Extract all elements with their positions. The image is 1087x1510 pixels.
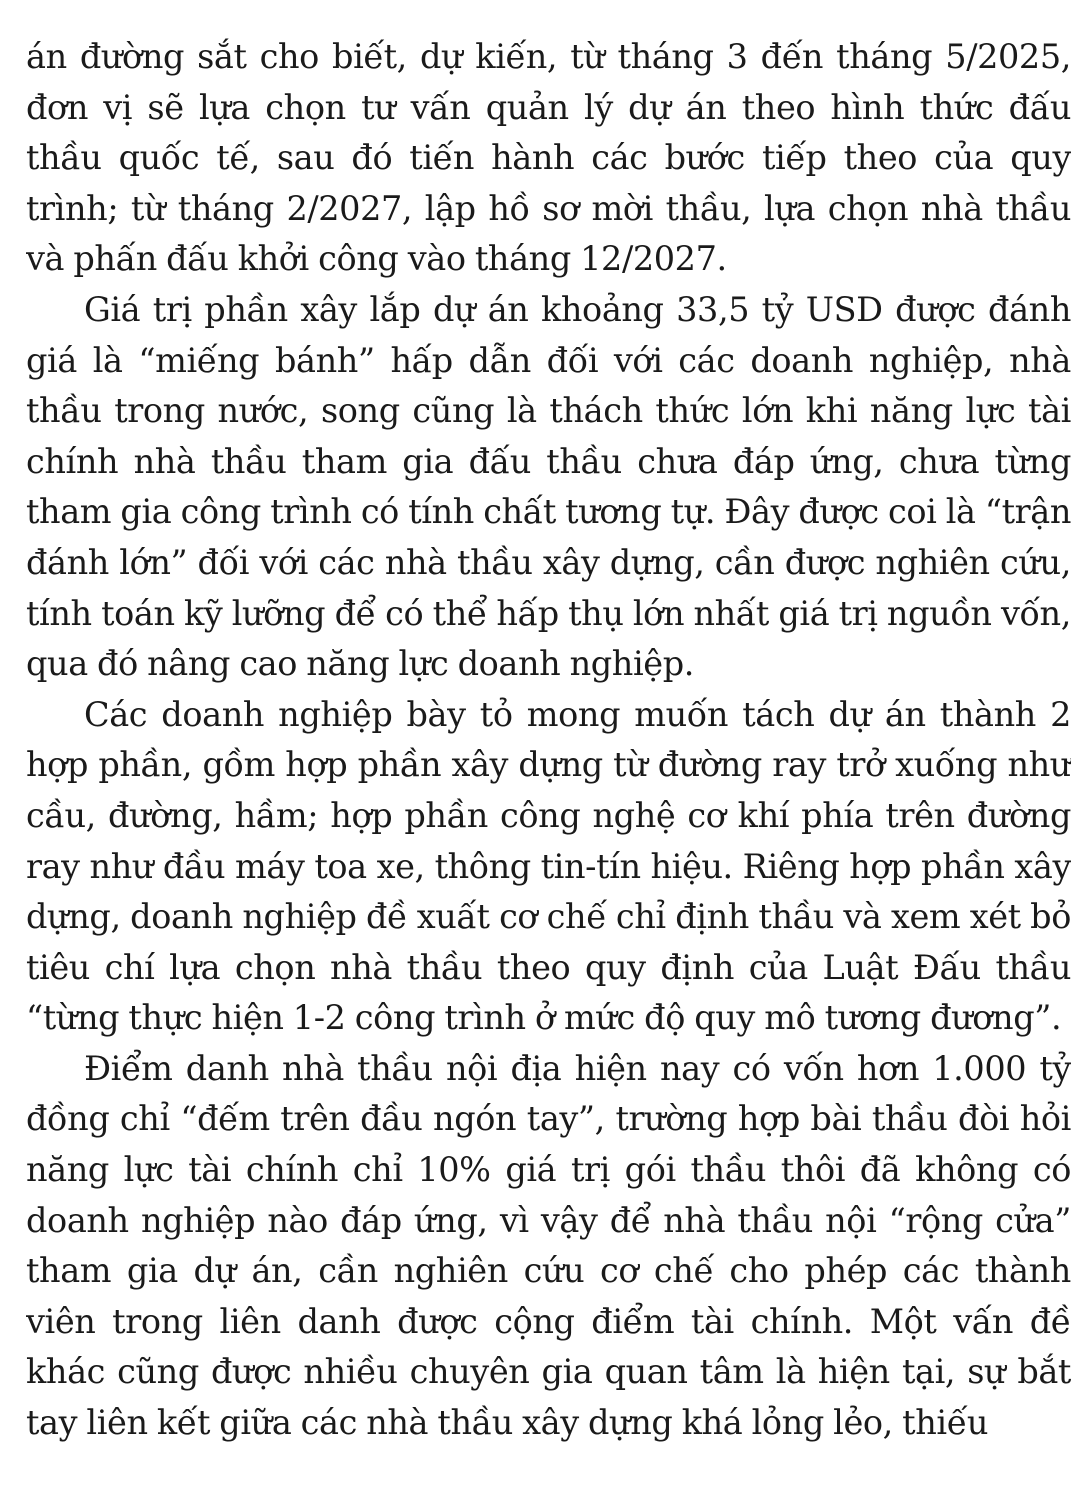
paragraph-2: Giá trị phần xây lắp dự án khoảng 33,5 tỷ USD được đánh giá là “miếng bánh” hấp dẫn đối với các doanh nghiệp, nhà thầu trong nước, song cũng là thách thức lớn khi năng lực tài chính nhà thầu tham gia đấu thầu chưa đáp ứng, chưa từng tham gia công trình có tính chất tương tự. Đây được coi là “trận đánh lớn” đối với các nhà thầu xây dựng, cần được nghiên cứu, tính toán kỹ lưỡng để có thể hấp thụ lớn nhất giá trị nguồn vốn, qua đó nâng cao năng lực doanh nghiệp. [26, 289, 1071, 684]
paragraph-4: Điểm danh nhà thầu nội địa hiện nay có vốn hơn 1.000 tỷ đồng chỉ “đếm trên đầu ngón tay”, trường hợp bài thầu đòi hỏi năng lực tài chính chỉ 10% giá trị gói thầu thôi đã không có doanh nghiệp nào đáp ứng, vì vậy để nhà thầu nội “rộng cửa” tham gia dự án, cần nghiên cứu cơ chế cho phép các thành viên trong liên danh được cộng điểm tài chính. Một vấn đề khác cũng được nhiều chuyên gia quan tâm là hiện tại, sự bắt tay liên kết giữa các nhà thầu xây dựng khá lỏng lẻo, thiếu [26, 1048, 1071, 1443]
paragraph-1: án đường sắt cho biết, dự kiến, từ tháng 3 đến tháng 5/2025, đơn vị sẽ lựa chọn tư vấn quản lý dự án theo hình thức đấu thầu quốc tế, sau đó tiến hành các bước tiếp theo của quy trình; từ tháng 2/2027, lập hồ sơ mời thầu, lựa chọn nhà thầu và phấn đấu khởi công vào tháng 12/2027. [26, 37, 1071, 279]
paragraph-3: Các doanh nghiệp bày tỏ mong muốn tách dự án thành 2 hợp phần, gồm hợp phần xây dựng từ đường ray trở xuống như cầu, đường, hầm; hợp phần công nghệ cơ khí phía trên đường ray như đầu máy toa xe, thông tin-tín hiệu. Riêng hợp phần xây dựng, doanh nghiệp đề xuất cơ chế chỉ định thầu và xem xét bỏ tiêu chí lựa chọn nhà thầu theo quy định của Luật Đấu thầu “từng thực hiện 1-2 công trình ở mức độ quy mô tương đương”. [26, 694, 1071, 1038]
article-body [26, 32, 1071, 1492]
